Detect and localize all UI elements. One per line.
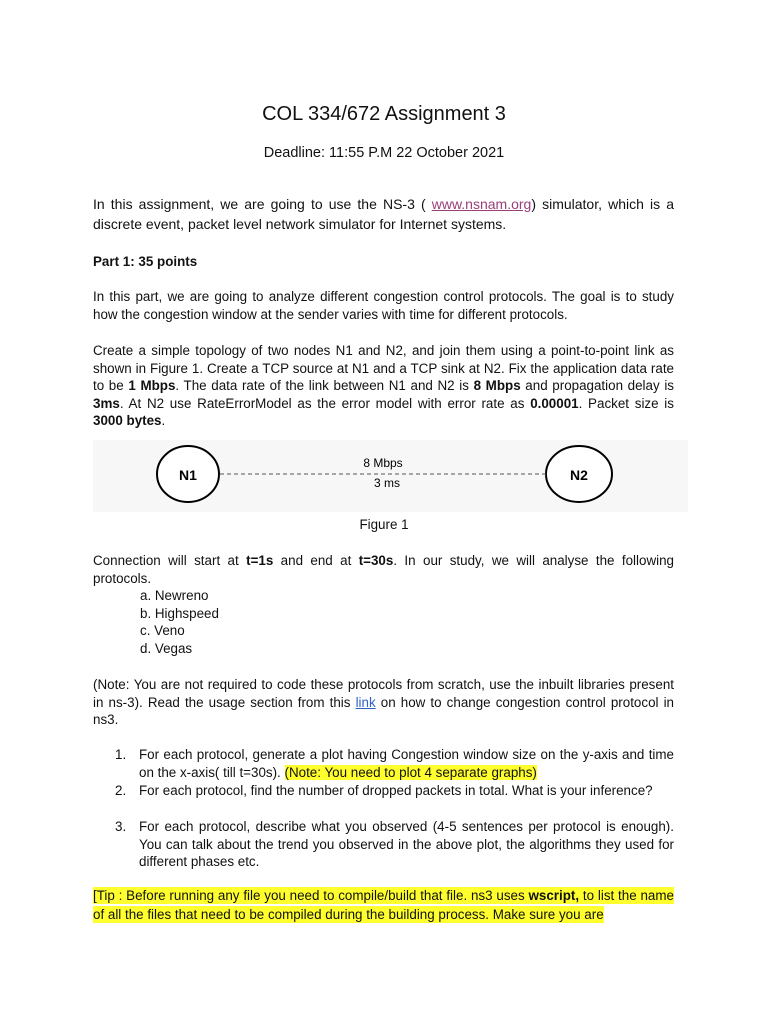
task-item-3 [93, 818, 674, 871]
node-n1-label: N1 [179, 467, 197, 483]
part1-paragraph: In this part, we are going to analyze different congestion control protocols. The goal is to study how the congestion window at the sender varies with time for different protocols. [93, 289, 674, 322]
link-rate-label: 8 Mbps [363, 456, 403, 470]
figure-caption: Figure 1 [359, 517, 409, 532]
deadline-text: Deadline: 11:55 P.M 22 October 2021 [263, 145, 505, 161]
page-title: COL 334/672 Assignment 3 [262, 103, 506, 125]
task-item-2 [93, 782, 674, 800]
protocol-list [140, 587, 440, 657]
intro-text-end: ) simulator, which is a discrete event, packet level network simulator for Internet systems. [93, 196, 674, 232]
task-number: 3. [115, 819, 127, 834]
task-highlight-note: (Note: You need to plot 4 separate graphs) [284, 764, 537, 780]
usage-link[interactable]: link [355, 694, 376, 710]
connection-paragraph: Connection will start at t=1s and end at t=30s. In our study, we will analyse the following protocols. [93, 553, 674, 586]
task-text: For each protocol, generate a plot having Congestion window size on the y-axis and time on the x-axis( till t=30s). [139, 747, 674, 780]
task-text: For each protocol, find the number of dropped packets in total. What is your inference? [139, 783, 653, 798]
topology-figure [93, 440, 688, 512]
task-number: 1. [115, 747, 127, 762]
protocol-item: d. Vegas [140, 640, 193, 656]
nsnam-link[interactable]: www.nsnam.org [431, 196, 532, 212]
intro-paragraph [93, 194, 674, 234]
task-item-1 [93, 746, 674, 781]
link-delay-label: 3 ms [373, 476, 401, 490]
protocol-item: c. Veno [140, 623, 185, 639]
task-text: For each protocol, describe what you observed (4-5 sentences per protocol is enough). You can talk about the trend you observed in the above plot, the algorithms they used for different phases etc. [139, 819, 674, 870]
protocol-item: b. Highspeed [140, 605, 219, 621]
tip-paragraph: [Tip : Before running any file you need to compile/build that file. ns3 uses wscript, to list the name of all the files that need to be compiled during the building process. Make sure you are [93, 888, 674, 923]
topology-paragraph: Create a simple topology of two nodes N1 and N2, and join them using a point-to-point link as shown in Figure 1. Create a TCP source at N1 and a TCP sink at N2. Fix the application data rate to be 1 Mbps. The data rate of the link between N1 and N2 is 8 Mbps and propagation delay is 3ms. At N2 use RateErrorModel as the error model with error rate as 0.00001. Packet size is 3000 bytes. [93, 343, 674, 429]
note-paragraph: (Note: You are not required to code these protocols from scratch, use the inbuilt libraries present in ns-3). Read the usage section from this link on how to change congestion control protocol in ns3. [93, 677, 675, 728]
topology-diagram [93, 440, 688, 512]
protocol-item: a. Newreno [140, 588, 209, 603]
task-number: 2. [115, 783, 127, 798]
part1-heading: Part 1: 35 points [93, 254, 198, 269]
intro-text-start: In this assignment, we are going to use the NS-3 ( [93, 196, 432, 212]
node-n2-label: N2 [570, 467, 588, 483]
